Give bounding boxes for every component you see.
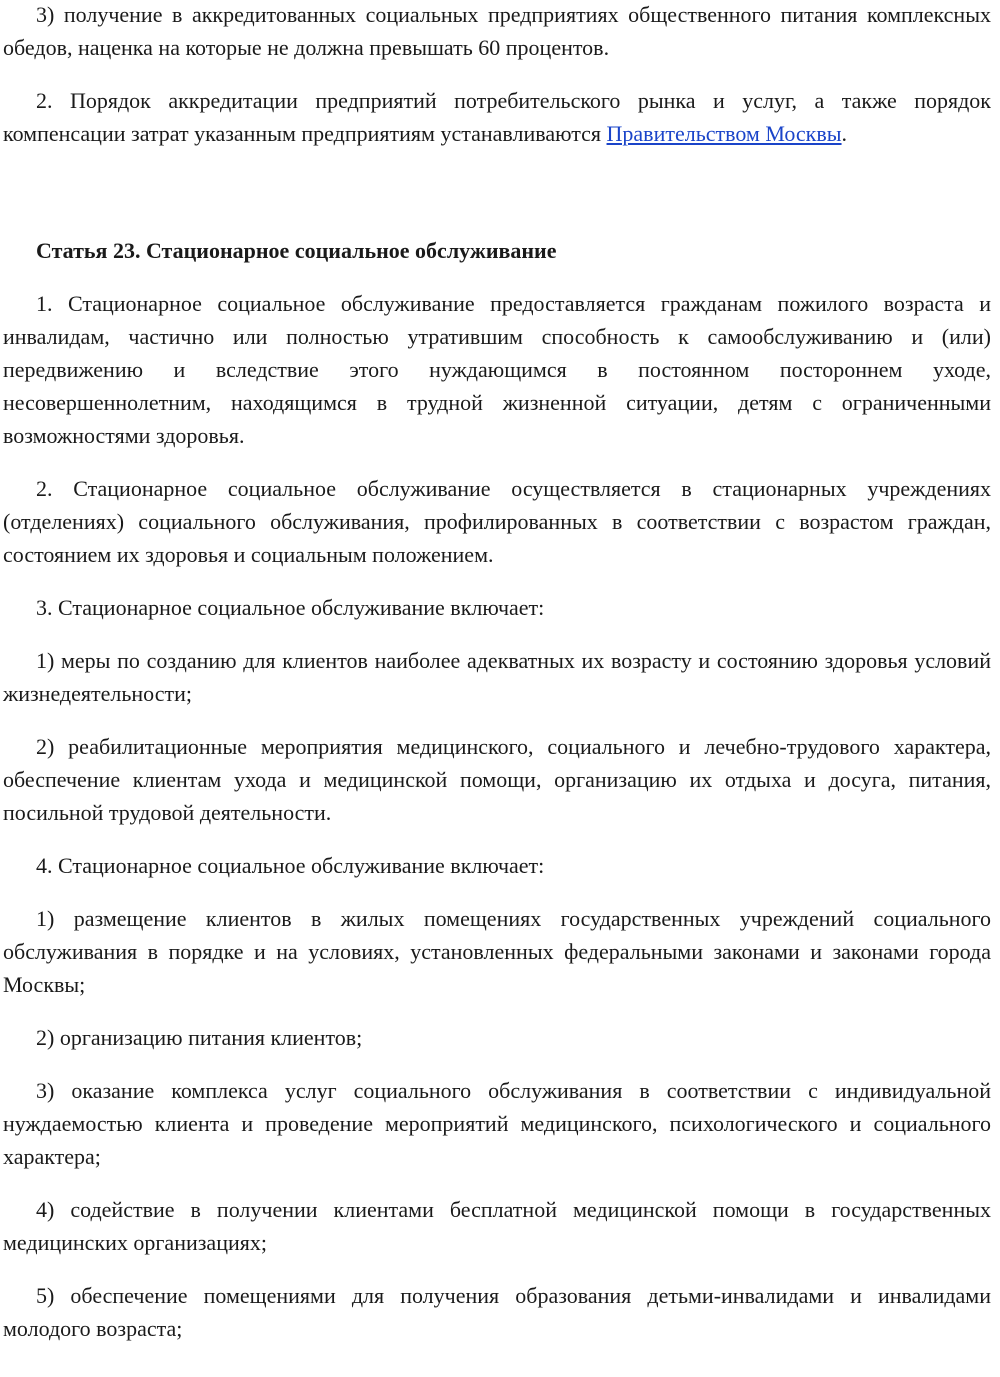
paragraph-4-includes: 4. Стационарное социальное обслуживание включает: xyxy=(36,853,545,878)
list-item-4-3: 3) оказание комплекса услуг социального обслуживания в соответствии с индивидуальной нуждаемостью клиента и проведение мероприятий медицинского, психологического и социального характера; xyxy=(3,1078,991,1169)
paragraph-1-stationary-service: 1. Стационарное социальное обслуживание предоставляется гражданам пожилого возраста и инвалидам, частично или полностью утратившим способность к самообслуживанию и (или) передвижению и вследствие этого нуждающимся в постоянном постороннем уходе, несовершеннолетним, находящимся в трудной жизненной ситуации, детям с ограниченными возможностями здоровья. xyxy=(3,291,991,448)
paragraph-2-institutions: 2. Стационарное социальное обслуживание осуществляется в стационарных учреждениях (отделениях) социального обслуживания, профилированных в соответствии с возрастом граждан, состоянием их здоровья и социальным положением. xyxy=(3,476,991,567)
list-item-4-4: 4) содействие в получении клиентами бесплатной медицинской помощи в государственных медицинских организациях; xyxy=(3,1197,991,1255)
paragraph-3-includes: 3. Стационарное социальное обслуживание включает: xyxy=(36,595,545,620)
paragraph-text: 2. Порядок аккредитации предприятий потребительского рынка и услуг, а также порядок компенсации затрат указанным предприятиям устанавливаются xyxy=(3,88,991,146)
list-item-4-2: 2) организацию питания клиентов; xyxy=(36,1025,363,1050)
paragraph-accreditation-order xyxy=(3,84,991,150)
paragraph-item-3-meals: 3) получение в аккредитованных социальных предприятиях общественного питания комплексных обедов, наценка на которые не должна превышать 60 процентов. xyxy=(3,2,991,60)
list-item-4-5: 5) обеспечение помещениями для получения образования детьми-инвалидами и инвалидами молодого возраста; xyxy=(3,1283,991,1341)
paragraph-text-end: . xyxy=(841,121,848,146)
article-23-heading: Статья 23. Стационарное социальное обслуживание xyxy=(36,238,557,263)
list-item-3-2: 2) реабилитационные мероприятия медицинского, социального и лечебно-трудового характера, обеспечение клиентам ухода и медицинской помощи, организацию их отдыха и досуга, питания, посильной трудовой деятельности. xyxy=(3,734,991,825)
list-item-4-1: 1) размещение клиентов в жилых помещениях государственных учреждений социального обслуживания в порядке и на условиях, установленных федеральными законами и законами города Москвы; xyxy=(3,906,991,997)
list-item-3-1: 1) меры по созданию для клиентов наиболее адекватных их возрасту и состоянию здоровья условий жизнедеятельности; xyxy=(3,648,991,706)
government-of-moscow-link[interactable]: Правительством Москвы xyxy=(606,121,842,146)
